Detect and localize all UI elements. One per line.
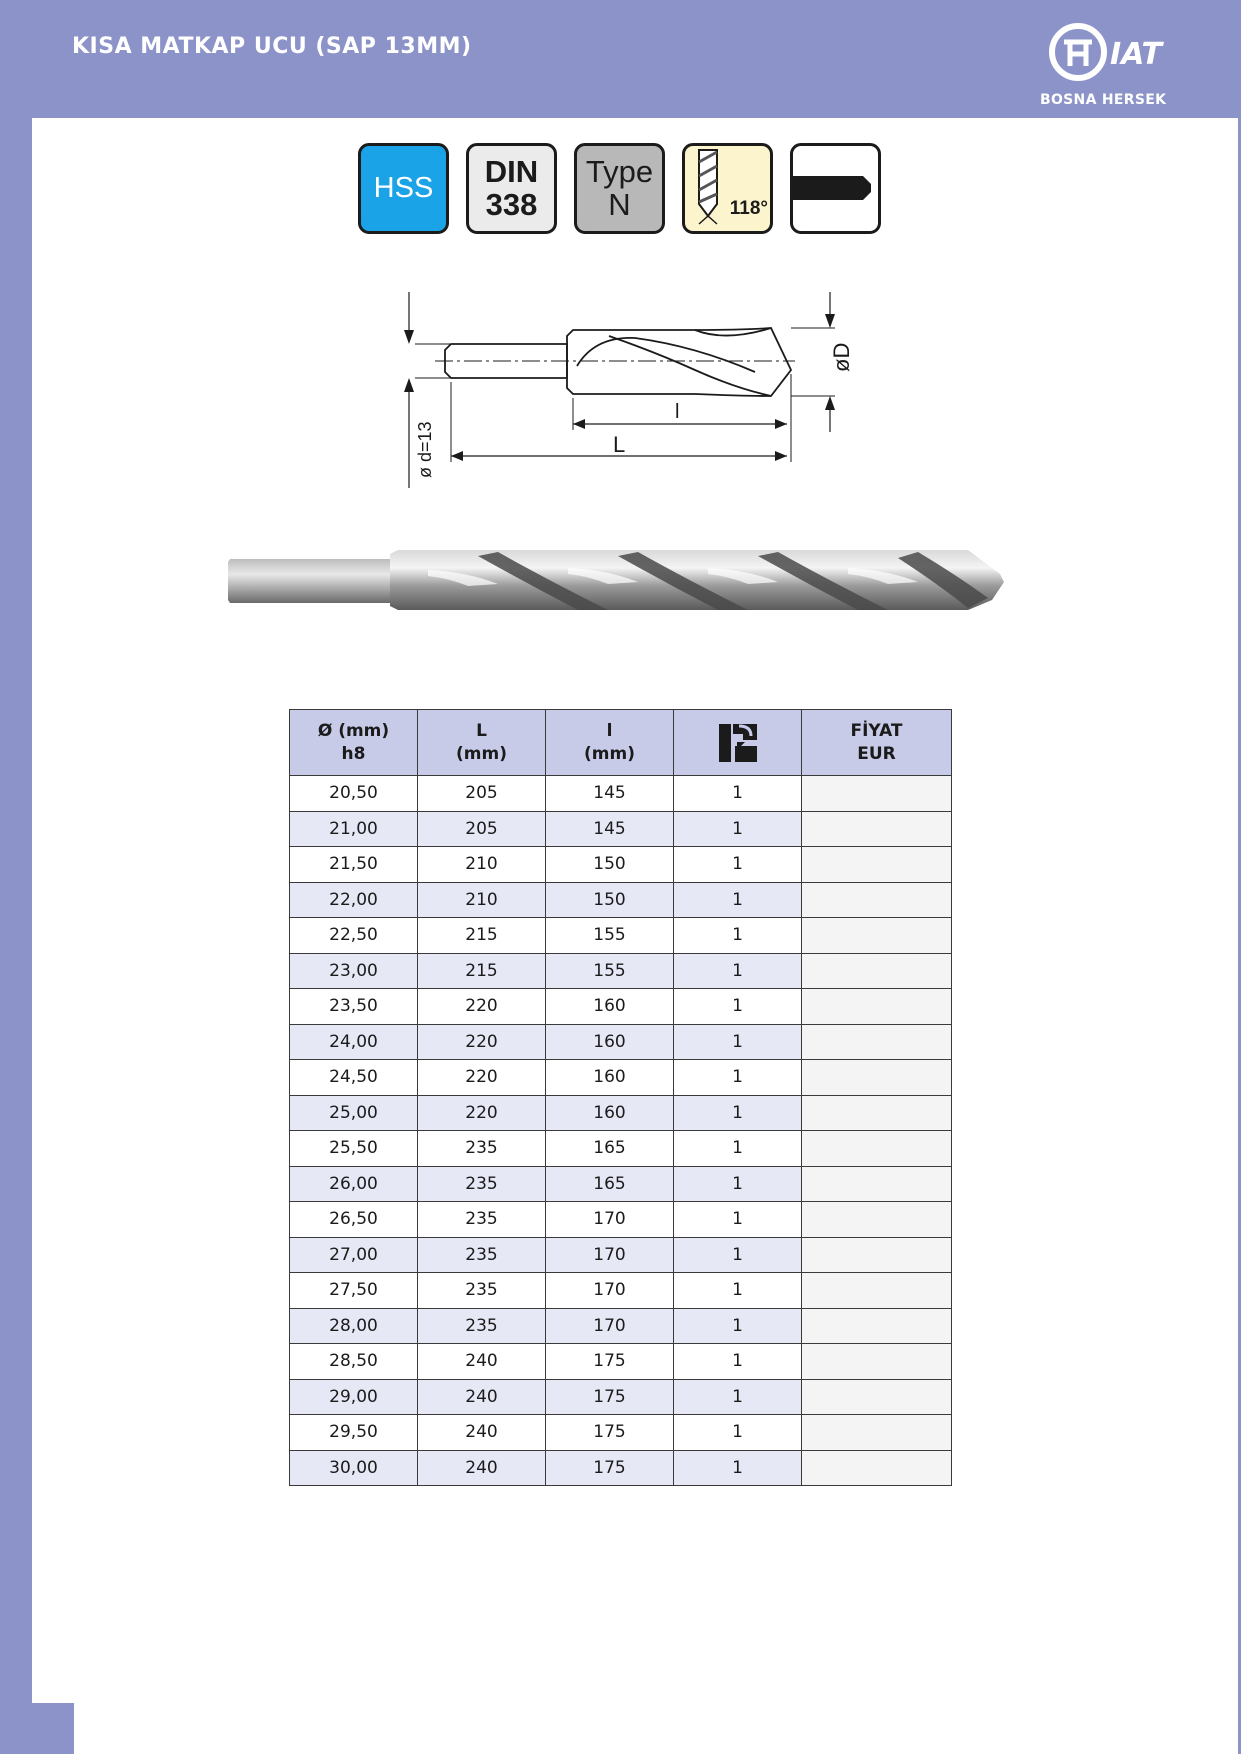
- cell-flute-length: 145: [546, 776, 674, 812]
- col-header-flute-length: l (mm): [546, 710, 674, 776]
- brand-logo: [1048, 22, 1168, 82]
- cell-length: 205: [418, 776, 546, 812]
- table-row: [290, 1450, 952, 1486]
- table-row: [290, 1344, 952, 1380]
- cell-package-qty: 1: [674, 953, 802, 989]
- table-row: [290, 1024, 952, 1060]
- cell-package-qty: 1: [674, 1308, 802, 1344]
- col-header-price: FİYAT EUR: [802, 710, 952, 776]
- cell-diameter: 24,00: [290, 1024, 418, 1060]
- cell-diameter: 25,00: [290, 1095, 418, 1131]
- cell-length: 220: [418, 1024, 546, 1060]
- cell-price: [802, 953, 952, 989]
- cell-package-qty: 1: [674, 776, 802, 812]
- cell-package-qty: 1: [674, 1237, 802, 1273]
- cell-length: 235: [418, 1131, 546, 1167]
- cell-flute-length: 145: [546, 811, 674, 847]
- cell-package-qty: 1: [674, 882, 802, 918]
- left-frame-foot: [0, 1703, 74, 1754]
- table-row: [290, 882, 952, 918]
- cell-diameter: 27,00: [290, 1237, 418, 1273]
- page-title: KISA MATKAP UCU (SAP 13MM): [72, 34, 472, 59]
- cell-length: 220: [418, 989, 546, 1025]
- cell-package-qty: 1: [674, 1344, 802, 1380]
- cell-flute-length: 175: [546, 1450, 674, 1486]
- point-angle-label: 118°: [729, 198, 768, 220]
- table-row: [290, 989, 952, 1025]
- cell-diameter: 23,00: [290, 953, 418, 989]
- cell-flute-length: 160: [546, 1095, 674, 1131]
- cell-price: [802, 776, 952, 812]
- cell-price: [802, 1131, 952, 1167]
- cell-price: [802, 1060, 952, 1096]
- spec-table: [289, 709, 952, 1486]
- cell-diameter: 26,50: [290, 1202, 418, 1238]
- table-row: [290, 1237, 952, 1273]
- table-row: [290, 776, 952, 812]
- cell-length: 210: [418, 882, 546, 918]
- cell-length: 240: [418, 1450, 546, 1486]
- cell-length: 235: [418, 1237, 546, 1273]
- cell-diameter: 20,50: [290, 776, 418, 812]
- cell-diameter: 21,00: [290, 811, 418, 847]
- material-label: HSS: [373, 172, 434, 205]
- drill-bit-photo: [228, 540, 1018, 620]
- cell-price: [802, 882, 952, 918]
- cell-length: 215: [418, 918, 546, 954]
- cell-price: [802, 847, 952, 883]
- cell-diameter: 29,50: [290, 1415, 418, 1451]
- left-frame-bar: [0, 0, 32, 1754]
- cell-price: [802, 1308, 952, 1344]
- table-row: [290, 918, 952, 954]
- cell-flute-length: 165: [546, 1131, 674, 1167]
- cell-flute-length: 160: [546, 1024, 674, 1060]
- cell-flute-length: 155: [546, 918, 674, 954]
- cell-package-qty: 1: [674, 1273, 802, 1309]
- cell-length: 235: [418, 1273, 546, 1309]
- table-row: [290, 847, 952, 883]
- type-line1: Type: [585, 153, 654, 189]
- cell-length: 205: [418, 811, 546, 847]
- cell-price: [802, 989, 952, 1025]
- cell-package-qty: 1: [674, 1166, 802, 1202]
- technical-drawing: [395, 292, 855, 492]
- package-quantity-icon: [715, 720, 761, 766]
- total-length-label: L: [613, 432, 626, 457]
- col-header-length: L (mm): [418, 710, 546, 776]
- cell-length: 240: [418, 1344, 546, 1380]
- cell-package-qty: 1: [674, 1095, 802, 1131]
- table-header-row: [290, 710, 952, 776]
- cell-diameter: 28,00: [290, 1308, 418, 1344]
- shank-diameter-label: ø d=13: [415, 421, 435, 478]
- cell-price: [802, 1450, 952, 1486]
- cell-price: [802, 918, 952, 954]
- cell-diameter: 25,50: [290, 1131, 418, 1167]
- table-row: [290, 1202, 952, 1238]
- cell-package-qty: 1: [674, 989, 802, 1025]
- cell-diameter: 24,50: [290, 1060, 418, 1096]
- cell-length: 235: [418, 1166, 546, 1202]
- cell-price: [802, 811, 952, 847]
- cell-length: 220: [418, 1095, 546, 1131]
- type-line2: N: [608, 186, 631, 222]
- cell-diameter: 22,50: [290, 918, 418, 954]
- cell-diameter: 23,50: [290, 989, 418, 1025]
- cell-price: [802, 1095, 952, 1131]
- cell-package-qty: 1: [674, 918, 802, 954]
- standard-line2: 338: [485, 186, 538, 222]
- cell-length: 240: [418, 1415, 546, 1451]
- cell-flute-length: 150: [546, 847, 674, 883]
- cell-length: 215: [418, 953, 546, 989]
- cell-price: [802, 1166, 952, 1202]
- cell-package-qty: 1: [674, 1415, 802, 1451]
- table-row: [290, 953, 952, 989]
- cell-package-qty: 1: [674, 1060, 802, 1096]
- cell-package-qty: 1: [674, 1024, 802, 1060]
- cell-flute-length: 170: [546, 1273, 674, 1309]
- flute-length-label: l: [675, 401, 680, 423]
- cell-package-qty: 1: [674, 1450, 802, 1486]
- brand-name: IAT: [1110, 37, 1162, 72]
- cell-package-qty: 1: [674, 847, 802, 883]
- cell-price: [802, 1237, 952, 1273]
- cell-diameter: 27,50: [290, 1273, 418, 1309]
- table-row: [290, 1308, 952, 1344]
- table-row: [290, 811, 952, 847]
- cell-flute-length: 165: [546, 1166, 674, 1202]
- cell-flute-length: 170: [546, 1308, 674, 1344]
- cylindrical-shank-icon: [793, 146, 878, 231]
- table-row: [290, 1166, 952, 1202]
- cell-diameter: 28,50: [290, 1344, 418, 1380]
- type-badge: [574, 143, 665, 234]
- col-header-diameter: Ø (mm) h8: [290, 710, 418, 776]
- cell-diameter: 30,00: [290, 1450, 418, 1486]
- cell-package-qty: 1: [674, 1202, 802, 1238]
- cell-flute-length: 160: [546, 989, 674, 1025]
- cell-price: [802, 1344, 952, 1380]
- brand-subtitle: BOSNA HERSEK: [1040, 92, 1167, 108]
- standard-badge: [466, 143, 557, 234]
- standard-line1: DIN: [484, 153, 539, 189]
- shank-badge: [790, 143, 881, 234]
- cell-length: 235: [418, 1308, 546, 1344]
- cell-flute-length: 170: [546, 1237, 674, 1273]
- diameter-label: øD: [829, 342, 854, 372]
- cell-package-qty: 1: [674, 1379, 802, 1415]
- cell-price: [802, 1024, 952, 1060]
- cell-flute-length: 155: [546, 953, 674, 989]
- cell-length: 210: [418, 847, 546, 883]
- cell-package-qty: 1: [674, 811, 802, 847]
- cell-diameter: 29,00: [290, 1379, 418, 1415]
- cell-price: [802, 1379, 952, 1415]
- table-row: [290, 1095, 952, 1131]
- table-row: [290, 1131, 952, 1167]
- cell-diameter: 22,00: [290, 882, 418, 918]
- material-badge: [358, 143, 449, 234]
- cell-length: 220: [418, 1060, 546, 1096]
- cell-diameter: 21,50: [290, 847, 418, 883]
- cell-flute-length: 170: [546, 1202, 674, 1238]
- cell-price: [802, 1202, 952, 1238]
- cell-price: [802, 1415, 952, 1451]
- table-row: [290, 1379, 952, 1415]
- cell-diameter: 26,00: [290, 1166, 418, 1202]
- cell-flute-length: 160: [546, 1060, 674, 1096]
- table-row: [290, 1273, 952, 1309]
- col-header-package: [674, 710, 802, 776]
- cell-price: [802, 1273, 952, 1309]
- table-row: [290, 1415, 952, 1451]
- cell-package-qty: 1: [674, 1131, 802, 1167]
- cell-length: 235: [418, 1202, 546, 1238]
- cell-flute-length: 175: [546, 1379, 674, 1415]
- point-angle-badge: [682, 143, 773, 234]
- cell-flute-length: 175: [546, 1415, 674, 1451]
- cell-length: 240: [418, 1379, 546, 1415]
- cell-flute-length: 175: [546, 1344, 674, 1380]
- table-row: [290, 1060, 952, 1096]
- cell-flute-length: 150: [546, 882, 674, 918]
